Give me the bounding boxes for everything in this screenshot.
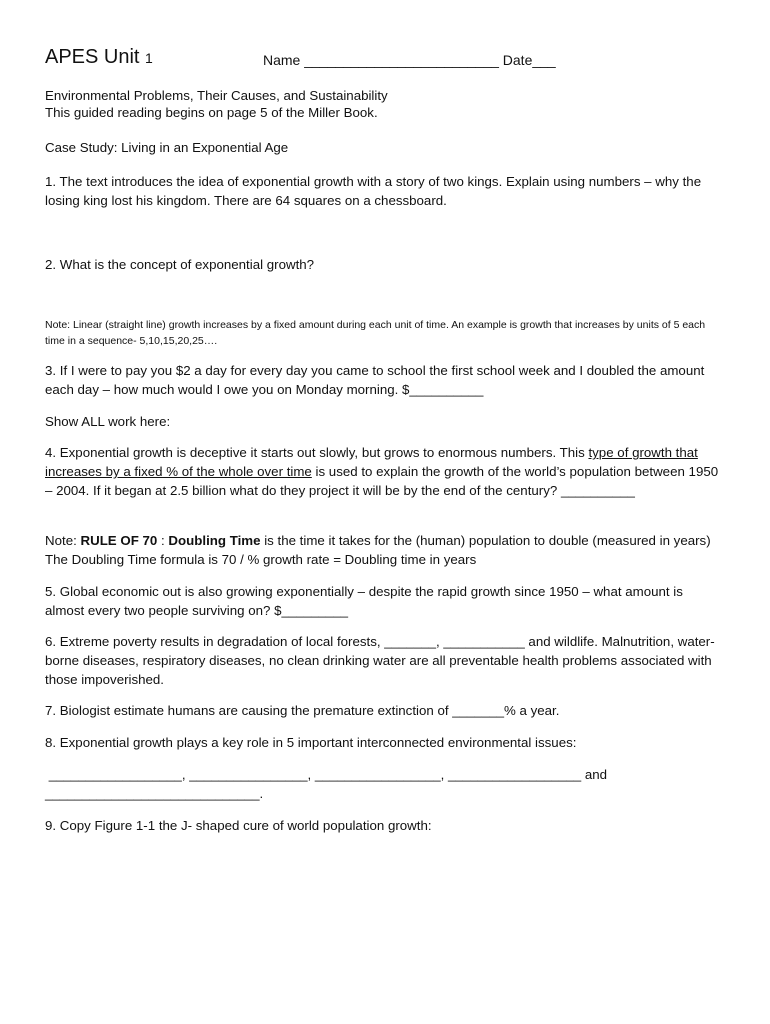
question-4: 4. Exponential growth is deceptive it starts out slowly, but grows to enormous numbers. This type of growth that increases by a fixed % of the whole over time is used to explain the growth of the world’s population between 1950 – 2004. If it began at 2.5 billion what do they project it will be by the end of the century? __________ xyxy=(45,445,719,498)
rule-of-70-note: Note: RULE OF 70 : Doubling Time is the time it takes for the (human) population to double (measured in years) The Doubling Time formula is 70 / % growth rate = Doubling time in years xyxy=(45,533,711,567)
name-date-field: Name _________________________ Date___ xyxy=(263,52,556,68)
question-3: 3. If I were to pay you $2 a day for every day you came to school the first school week and I doubled the amount each day – how much would I owe you on Monday morning. $__________ xyxy=(45,363,705,397)
intro-reading-note: This guided reading begins on page 5 of the Miller Book. xyxy=(45,105,378,120)
case-study-heading: Case Study: Living in an Exponential Age xyxy=(45,140,289,155)
intro xyxy=(45,86,725,122)
linear-growth-note: Note: Linear (straight line) growth increases by a fixed amount during each unit of time. An example is growth that increases by units of 5 each time in a sequence- 5,10,15,20,25…. xyxy=(45,319,706,347)
doubling-time-term: Doubling Time xyxy=(168,533,261,548)
question-1: 1. The text introduces the idea of exponential growth with a story of two kings. Explain using numbers – why the losing king lost his kingdom. There are 64 squares on a chessboard. xyxy=(45,174,702,208)
question-7: 7. Biologist estimate humans are causing the premature extinction of _______% a year. xyxy=(45,703,560,718)
show-work-label: Show ALL work here: xyxy=(45,414,171,429)
rule-of-70-term: RULE OF 70 xyxy=(80,533,158,548)
worksheet-header xyxy=(45,46,725,74)
question-2: 2. What is the concept of exponential growth? xyxy=(45,257,315,272)
underlined-definition: type of growth that increases by a fixed % of the whole over time xyxy=(45,445,698,479)
question-9: 9. Copy Figure 1-1 the J- shaped cure of world population growth: xyxy=(45,818,432,833)
question-8-blanks: __________________, ________________, _________________, __________________ and _____________________________. xyxy=(45,767,611,801)
course-title: APES Unit 1 xyxy=(45,46,153,68)
unit-number: 1 xyxy=(145,50,153,66)
intro-subtitle: Environmental Problems, Their Causes, and Sustainability xyxy=(45,88,388,103)
question-5: 5. Global economic out is also growing exponentially – despite the rapid growth since 1950 – what amount is almost every two people surviving on? $_________ xyxy=(45,584,683,618)
question-6: 6. Extreme poverty results in degradation of local forests, _______, ___________ and wildlife. Malnutrition, water-borne diseases, respiratory diseases, no clean drinking water are all preventable health problems associated with those impoverished. xyxy=(45,634,715,687)
question-8: 8. Exponential growth plays a key role in 5 important interconnected environmental issues: xyxy=(45,735,577,750)
